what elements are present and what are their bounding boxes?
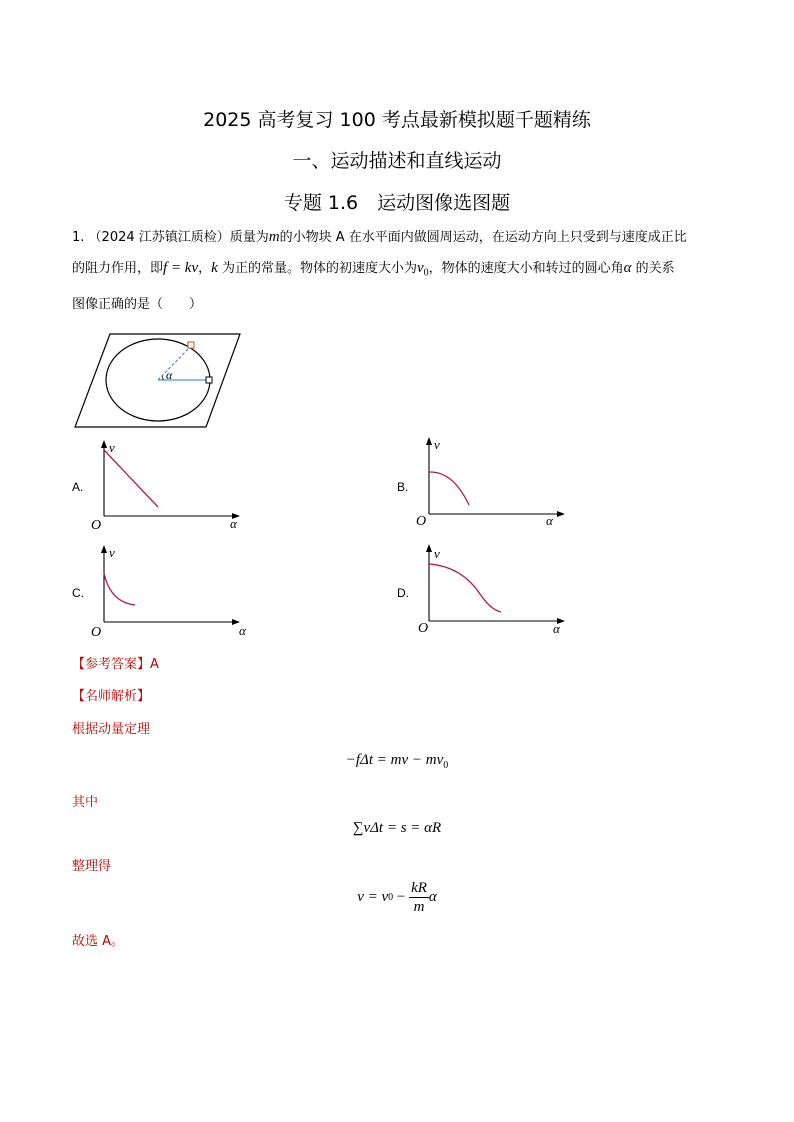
circular-motion-figure: [72, 333, 244, 429]
question-source: （2024 江苏镇江质检）: [88, 230, 230, 245]
equation-arc-length: [0, 820, 794, 837]
angle-arc: [162, 376, 163, 380]
equation-3-left: v = v: [357, 889, 389, 905]
y-label: v: [109, 440, 115, 455]
option-d-label[interactable]: D.: [397, 586, 409, 600]
question-text-part: ，物体的速度大小和转过的圆心角: [428, 261, 624, 276]
main-title: 2025 高考复习 100 考点最新模拟题千题精练: [203, 109, 591, 131]
question-text-part: 质量为: [229, 230, 269, 245]
analysis-step-1: 根据动量定理: [72, 722, 151, 737]
option-b-graph[interactable]: [415, 437, 575, 527]
curve-a: [104, 450, 158, 507]
reference-answer: 【参考答案】A: [72, 657, 159, 672]
chapter-title: 一、运动描述和直线运动: [292, 150, 502, 172]
equation-3-subscript: 0: [388, 892, 394, 903]
analysis-step-3: 整理得: [72, 859, 112, 874]
analysis-step-2: 其中: [72, 795, 99, 810]
question-text-part: 的小物块 A 在水平面内做圆周运动，在运动方向上只受到与速度成正比: [279, 230, 687, 245]
block-position-1: [188, 342, 194, 348]
option-c-label[interactable]: C.: [72, 586, 84, 600]
block-position-2: [206, 377, 212, 383]
x-label: α: [239, 623, 246, 637]
question-text-part: 的关系: [631, 261, 675, 276]
curve-d: [429, 564, 501, 612]
question-text: [72, 222, 732, 320]
option-d-graph[interactable]: [415, 544, 575, 636]
formula-f: f = kv: [163, 260, 199, 276]
y-axis-arrow: [426, 544, 432, 552]
origin-label: O: [416, 514, 427, 527]
y-label: v: [109, 545, 115, 560]
option-a-label[interactable]: A.: [72, 480, 84, 494]
y-axis-arrow: [101, 545, 107, 553]
fraction-numerator: kR: [411, 880, 427, 896]
x-label: α: [553, 621, 560, 636]
question-text-part: 为正的常量。物体的初速度大小为: [217, 261, 417, 276]
question-text-part: 图像正确的是（ ）: [72, 296, 203, 312]
x-label: α: [546, 513, 553, 527]
topic-title: 专题 1.6 运动图像选图题: [283, 192, 511, 214]
radius-dashed: [158, 346, 191, 380]
equation-result: [0, 879, 794, 916]
option-a-graph[interactable]: [90, 440, 250, 530]
equation-1-subscript: 0: [443, 760, 449, 771]
question-text-part: 的阻力作用，即: [72, 261, 164, 276]
y-label: v: [434, 437, 440, 452]
equation-momentum: [0, 752, 794, 771]
option-c-graph[interactable]: [90, 545, 250, 637]
var-alpha: α: [623, 260, 632, 276]
curve-c: [104, 573, 135, 605]
angle-label: α: [166, 368, 173, 382]
equation-3-alpha: α: [428, 889, 437, 905]
x-label: α: [230, 516, 237, 530]
fraction-denominator: m: [413, 899, 425, 915]
option-b-label[interactable]: B.: [397, 480, 409, 494]
analysis-heading: 【名师解析】: [72, 689, 151, 704]
question-text-part: ，: [198, 261, 212, 276]
origin-label: O: [91, 518, 102, 530]
var-k: k: [211, 260, 218, 276]
subscript-zero: 0: [423, 267, 429, 279]
conclusion: 故选 A。: [72, 934, 125, 949]
y-axis-arrow: [101, 440, 107, 448]
origin-label: O: [91, 625, 102, 637]
origin-label: O: [418, 621, 429, 636]
question-number: 1.: [72, 230, 85, 245]
curve-b: [429, 472, 469, 505]
var-m: m: [268, 229, 280, 245]
var-v0: v: [416, 260, 424, 276]
y-axis-arrow: [426, 437, 432, 445]
x-axis-arrow: [557, 511, 565, 517]
equation-2-text: ∑vΔt = s = αR: [352, 820, 442, 836]
equation-1-text: −fΔt = mv − mv: [345, 752, 444, 768]
y-label: v: [434, 546, 440, 561]
horizontal-plane: [75, 334, 240, 427]
equation-3-minus: −: [393, 889, 410, 905]
equation-3-fraction: [409, 879, 429, 916]
